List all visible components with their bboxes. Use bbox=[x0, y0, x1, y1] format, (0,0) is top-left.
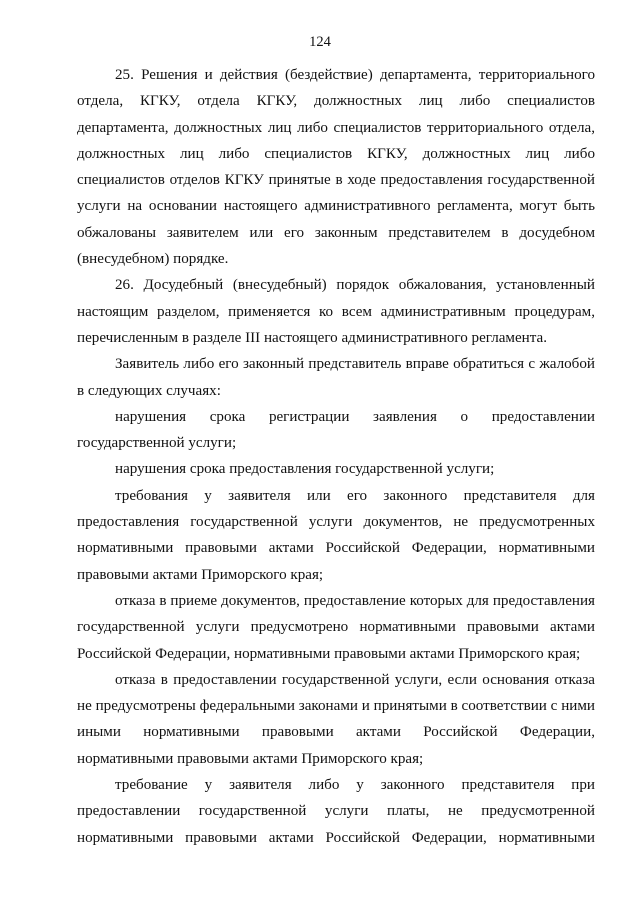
text-line: отказа в предоставлении государственной услуги, если основания отказа bbox=[115, 671, 595, 688]
text-line: иными нормативными правовыми актами Российской Федерации, bbox=[77, 724, 595, 741]
text-line: предоставления государственной услуги документов, не предусмотренных bbox=[77, 514, 595, 531]
paragraph-case-refusal-service bbox=[77, 667, 595, 772]
text-line: 26. Досудебный (внесудебный) порядок обжалования, установленный bbox=[115, 277, 595, 294]
paragraph-applicant-right bbox=[77, 351, 595, 404]
text-line: предоставлении государственной услуги платы, не предусмотренной bbox=[77, 803, 595, 820]
text-line: нарушения срока предоставления государственной услуги; bbox=[115, 461, 495, 478]
text-line: обжалованы заявителем или его законным представителем в досудебном bbox=[77, 224, 595, 241]
text-line: требование у заявителя либо у законного представителя при bbox=[115, 777, 595, 794]
text-line: Российской Федерации, нормативными правовыми актами Приморского края; bbox=[77, 645, 581, 662]
text-line: Заявитель либо его законный представитель вправе обратиться с жалобой bbox=[115, 356, 595, 373]
text-line: (внесудебном) порядке. bbox=[77, 251, 229, 268]
text-line: настоящим разделом, применяется ко всем административным процедурам, bbox=[77, 303, 595, 320]
paragraph-case-refusal-acceptance bbox=[77, 588, 595, 667]
text-line: департамента, должностных лиц либо специалистов территориального отдела, bbox=[77, 119, 595, 136]
paragraph-case-deadline bbox=[77, 456, 595, 482]
text-line: нормативными правовыми актами Российской Федерации, нормативными bbox=[77, 829, 595, 846]
paragraph-25 bbox=[77, 62, 595, 272]
text-line: государственной услуги предусмотрено нормативными правовыми актами bbox=[77, 619, 595, 636]
text-line: в следующих случаях: bbox=[77, 382, 221, 399]
text-line: требования у заявителя или его законного представителя для bbox=[115, 487, 595, 504]
text-line: отдела, КГКУ, отдела КГКУ, должностных лиц либо специалистов bbox=[77, 93, 595, 110]
paragraph-26 bbox=[77, 272, 595, 351]
text-line: должностных лиц либо специалистов КГКУ, должностных лиц либо bbox=[77, 145, 595, 162]
paragraph-case-fee bbox=[77, 772, 595, 851]
text-line: перечисленным в разделе III настоящего административного регламента. bbox=[77, 329, 548, 346]
document-body bbox=[77, 62, 595, 851]
text-line: не предусмотрены федеральными законами и принятыми в соответствии с ними bbox=[77, 698, 595, 715]
text-line: нормативными правовыми актами Российской Федерации, нормативными bbox=[77, 540, 595, 557]
text-line: нарушения срока регистрации заявления о предоставлении bbox=[115, 408, 595, 425]
text-line: правовыми актами Приморского края; bbox=[77, 566, 324, 583]
text-line: 25. Решения и действия (бездействие) департамента, территориального bbox=[115, 67, 595, 83]
text-line: отказа в приеме документов, предоставление которых для предоставления bbox=[115, 592, 595, 609]
text-line: услуги на основании настоящего административного регламента, могут быть bbox=[77, 198, 595, 215]
text-line: нормативными правовыми актами Приморского края; bbox=[77, 750, 424, 767]
text-line: специалистов отделов КГКУ принятые в ходе предоставления государственной bbox=[77, 172, 595, 189]
paragraph-case-documents bbox=[77, 483, 595, 588]
paragraph-case-registration bbox=[77, 404, 595, 457]
page-number: 124 bbox=[309, 34, 331, 50]
text-line: государственной услуги; bbox=[77, 435, 237, 452]
